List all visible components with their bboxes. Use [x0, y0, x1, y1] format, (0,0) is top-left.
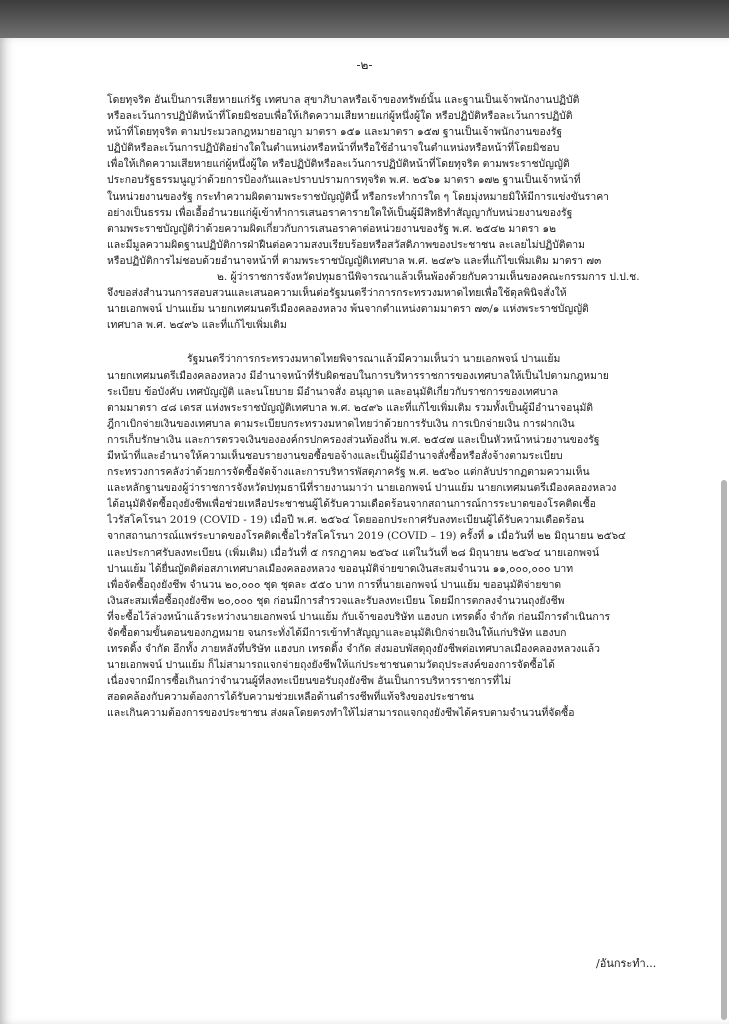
- text-line: และมีมูลความผิดฐานปฏิบัติการฝ่าฝืนต่อความสงบเรียบร้อยหรือสวัสดิภาพของประชาชน ละเลยไม่ปฏิบัติตาม: [107, 238, 585, 251]
- paragraph-1: [107, 92, 659, 269]
- text-line: ตามมาตรา ๔๘ เตรส แห่งพระราชบัญญัติเทศบาล พ.ศ. ๒๔๙๖ และที่แก้ไขเพิ่มเติม รวมทั้งเป็นผู้มีอำนาจอนุมัติ: [107, 401, 594, 414]
- text-line: เทรดดิ้ง จำกัด อีกทั้ง ภายหลังที่บริษัท แฮงบก เทรดดิ้ง จำกัด ส่งมอบพัสดุถุงยังชีพต่อเทศบาลเมืองคลองหลวงแล้ว: [107, 643, 601, 656]
- text-line: โดยทุจริต อันเป็นการเสียหายแก่รัฐ เทศบาล สุขาภิบาลหรือเจ้าของทรัพย์นั้น และฐานเป็นเจ้าพนักงานปฏิบัติ: [107, 94, 580, 106]
- text-line: เงินสะสมเพื่อซื้อถุงยังชีพ ๒๐,๐๐๐ ชุด ก่อนมีการสำรวจและรับลงทะเบียน โดยมีการตกลงจำนวนถุงยังชีพ: [107, 594, 565, 607]
- scrollbar[interactable]: [717, 0, 729, 1024]
- text-line: และประกาศรับลงทะเบียน (เพิ่มเติม) เมื่อวันที่ ๕ กรกฎาคม ๒๕๖๔ แต่ในวันที่ ๒๘ มิถุนายน ๒๕๖๔ นายเอกพจน์: [107, 546, 600, 559]
- text-line: จึงขอส่งสำนวนการสอบสวนและเสนอความเห็นต่อรัฐมนตรีว่าการกระทรวงมหาดไทยเพื่อใช้ดุลพินิจสั่งให้: [107, 287, 567, 300]
- text-line: ปฏิบัติหรือละเว้นการปฏิบัติอย่างใดในตำแหน่งหรือหน้าที่หรือใช้อำนาจในตำแหน่งหรือหน้าที่โดยมิชอบ: [107, 142, 560, 155]
- text-line: กระทรวงการคลังว่าด้วยการจัดซื้อจัดจ้างและการบริหารพัสดุภาครัฐ พ.ศ. ๒๕๖๐ แต่กลับปรากฏตามความเห็น: [107, 466, 590, 479]
- text-line: จากสถานการณ์แพร่ระบาดของโรคติดเชื้อไวรัสโคโรนา 2019 (COVID – 19) ครั้งที่ ๑ เมื่อวันที่ ๒๒ มิถุนายน ๒๕๖๔: [107, 530, 626, 543]
- text-line: หรือปฏิบัติการไม่ชอบด้วยอำนาจหน้าที่ ตามพระราชบัญญัติเทศบาล พ.ศ. ๒๔๙๖ และที่แก้ไขเพิ่มเติม มาตรา ๗๓: [107, 254, 602, 267]
- text-line: มีหน้าที่และอำนาจให้ความเห็นชอบรายงานขอซื้อขอจ้างและเป็นผู้มีอำนาจสั่งซื้อหรือสั่งจ้างตามระเบียบ: [107, 449, 563, 462]
- text-line: หรือละเว้นการปฏิบัติหน้าที่โดยมิชอบเพื่อให้เกิดความเสียหายแก่ผู้หนึ่งผู้ใด หรือปฏิบัติหรือละเว้นการปฏิบัติ: [107, 110, 573, 123]
- text-line: เพื่อจัดซื้อถุงยังชีพ จำนวน ๒๐,๐๐๐ ชุด ชุดละ ๕๕๐ บาท การที่นายเอกพจน์ ปานแย้ม ขออนุมัติจ่ายขาด: [107, 578, 562, 591]
- text-line: ตามพระราชบัญญัติว่าด้วยความผิดเกี่ยวกับการเสนอราคาต่อหน่วยงานของรัฐ พ.ศ. ๒๕๔๒ มาตรา ๑๒: [107, 222, 556, 235]
- text-line: นายเอกพจน์ ปานแย้ม นายกเทศมนตรีเมืองคลองหลวง พ้นจากตำแหน่งตามมาตรา ๗๓/๑ แห่งพระราชบัญญัติ: [107, 303, 589, 316]
- text-line: ได้อนุมัติจัดซื้อถุงยังชีพเพื่อช่วยเหลือประชาชนผู้ได้รับความเดือดร้อนจากสถานการณ์การระบาดของโรคติดเชื้อ: [107, 498, 596, 511]
- paragraph-3: [107, 351, 659, 721]
- text-line: รัฐมนตรีว่าการกระทรวงมหาดไทยพิจารณาแล้วมีความเห็นว่า นายเอกพจน์ ปานแย้ม: [187, 353, 561, 366]
- text-line: นายเอกพจน์ ปานแย้ม ก็ไม่สามารถแจกจ่ายถุงยังชีพให้แก่ประชาชนตามวัตถุประสงค์ของการจัดซื้อได้: [107, 659, 555, 672]
- text-line: ในหน่วยงานของรัฐ กระทำความผิดตามพระราชบัญญัตินี้ หรือกระทำการใด ๆ โดยมุ่งหมายมิให้มีการแข่งขันราคา: [107, 190, 609, 203]
- scrollbar-thumb[interactable]: [721, 480, 727, 1020]
- paragraph-2: [107, 269, 659, 333]
- text-line: อย่างเป็นธรรม เพื่อเอื้ออำนวยแก่ผู้เข้าทำการเสนอราคารายใดให้เป็นผู้มีสิทธิทำสัญญากับหน่วยงานของรัฐ: [107, 206, 573, 219]
- document-body: [107, 92, 659, 722]
- paragraph-gap: [107, 333, 659, 351]
- text-line: ไวรัสโคโรนา 2019 (COVID - 19) เมื่อปี พ.ศ. ๒๕๖๔ โดยออกประกาศรับลงทะเบียนผู้ได้รับความเดือดร้อน: [107, 514, 584, 527]
- text-line: ปานแย้ม ได้ยื่นญัตติต่อสภาเทศบาลเมืองคลองหลวง ขออนุมัติจ่ายขาดเงินสะสมจำนวน ๑๑,๐๐๐,๐๐๐ บาท: [107, 562, 574, 575]
- text-line: หน้าที่โดยทุจริต ตามประมวลกฎหมายอาญา มาตรา ๑๕๑ และมาตรา ๑๕๗ ฐานเป็นเจ้าพนักงานของรัฐ: [107, 126, 563, 139]
- text-line: จัดซื้อตามขั้นตอนของกฎหมาย จนกระทั่งได้มีการเข้าทำสัญญาและอนุมัติเบิกจ่ายเงินให้แก่บริษัท แฮงบก: [107, 627, 567, 639]
- text-line: การเก็บรักษาเงิน และการตรวจเงินขององค์กรปกครองส่วนท้องถิ่น พ.ศ. ๒๕๔๗ และเป็นหัวหน้าหน่วยงานของรัฐ: [107, 433, 600, 446]
- text-line: เทศบาล พ.ศ. ๒๔๙๖ และที่แก้ไขเพิ่มเติม: [107, 319, 287, 332]
- text-line: ประกอบรัฐธรรมนูญว่าด้วยการป้องกันและปราบปรามการทุจริต พ.ศ. ๒๕๖๑ มาตรา ๑๗๒ ฐานเป็นเจ้าหน้าที่: [107, 174, 581, 187]
- text-line: ระเบียบ ข้อบังคับ เทศบัญญัติ และนโยบาย มีอำนาจสั่ง อนุญาต และอนุมัติเกี่ยวกับราชการของเทศบาล: [107, 385, 559, 398]
- text-line: ที่จะซื้อไว้ล่วงหน้าแล้วระหว่างนายเอกพจน์ ปานแย้ม กับเจ้าของบริษัท แฮงบก เทรดดิ้ง จำกัด ก่อนมีการดำเนินการ: [107, 610, 611, 623]
- continuation-note: /อันกระทำ...: [596, 957, 657, 970]
- text-line: เนื่องจากมีการซื้อเกินกว่าจำนวนผู้ที่ลงทะเบียนขอรับถุงยังชีพ อันเป็นการบริหารราชการที่ไม่: [107, 675, 512, 688]
- text-line: สอดคล้องกับความต้องการได้รับความช่วยเหลือด้านดำรงชีพที่แท้จริงของประชาชน: [107, 691, 474, 704]
- text-line: นายกเทศมนตรีเมืองคลองหลวง มีอำนาจหน้าที่รับผิดชอบในการบริหารราชการของเทศบาลให้เป็นไปตามกฎหมาย: [107, 369, 609, 382]
- page-number: -๒-: [356, 58, 373, 72]
- text-line: ๒. ผู้ว่าราชการจังหวัดปทุมธานีพิจารณาแล้วเห็นพ้องด้วยกับความเห็นของคณะกรรมการ ป.ป.ช.: [217, 271, 640, 284]
- document-page: [0, 38, 729, 1024]
- text-line: เพื่อให้เกิดความเสียหายแก่ผู้หนึ่งผู้ใด หรือปฏิบัติหรือละเว้นการปฏิบัติหน้าที่โดยทุจริต ตามพระราชบัญญัติ: [107, 158, 570, 171]
- text-line: และหลักฐานของผู้ว่าราชการจังหวัดปทุมธานีที่รายงานมาว่า นายเอกพจน์ ปานแย้ม นายกเทศมนตรีเมืองคลองหลวง: [107, 482, 617, 495]
- text-line: ฎีกาเบิกจ่ายเงินของเทศบาล ตามระเบียบกระทรวงมหาดไทยว่าด้วยการรับเงิน การเบิกจ่ายเงิน การฝากเงิน: [107, 417, 575, 430]
- text-line: และเกินความต้องการของประชาชน ส่งผลโดยตรงทำให้ไม่สามารถแจกถุงยังชีพได้ครบตามจำนวนที่จัดซื้อ: [107, 707, 575, 720]
